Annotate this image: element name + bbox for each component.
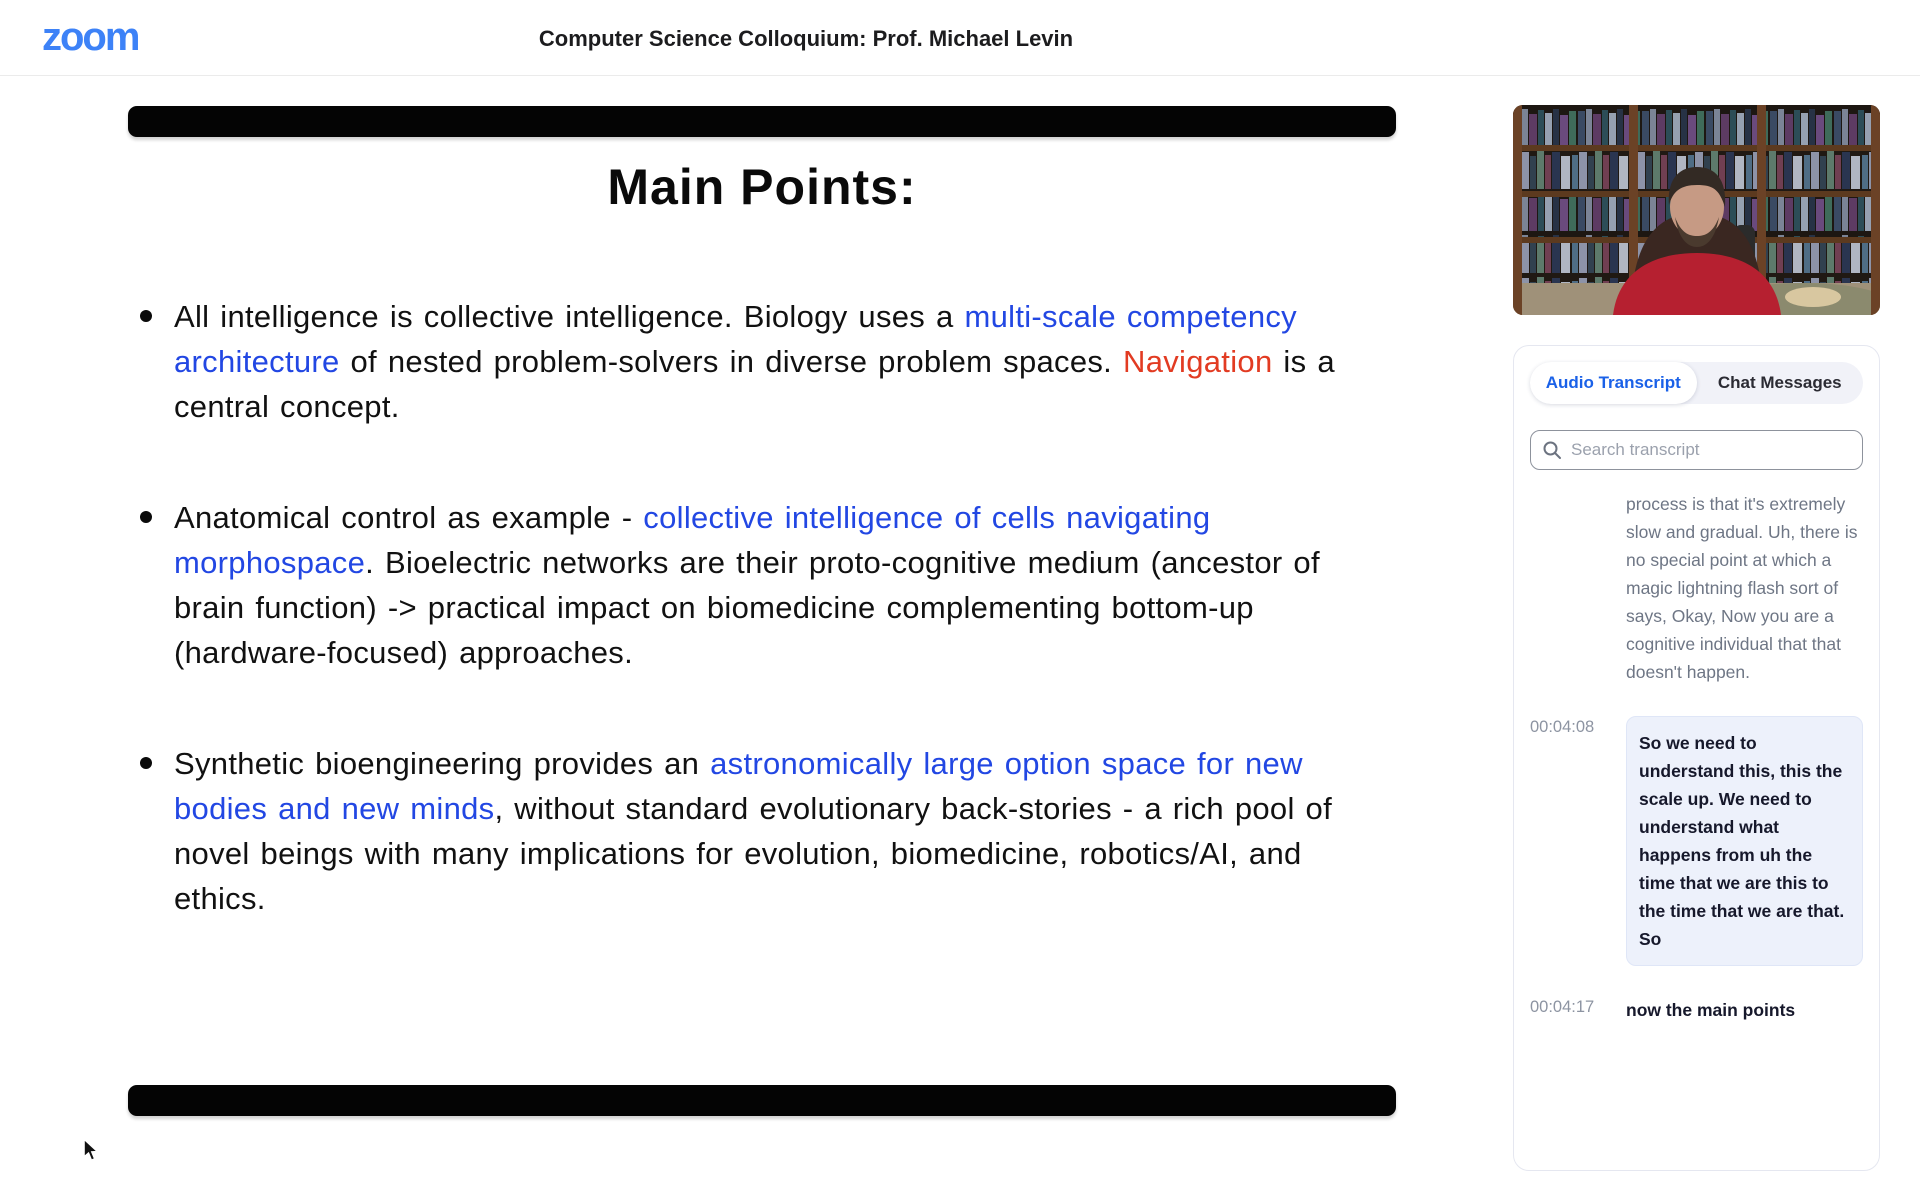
bullet-text: All intelligence is collective intelligence. Biology uses a multi-scale competency architecture of nested problem-solvers in diverse problem spaces. Navigation is a central concept. <box>174 299 1335 424</box>
slide-bullets <box>140 294 1384 987</box>
slide-bullet <box>140 294 1384 429</box>
bullet-dot-icon <box>140 511 152 523</box>
transcript-entry[interactable] <box>1530 490 1863 686</box>
slide-area <box>128 106 1396 1122</box>
transcript-entry[interactable] <box>1530 996 1863 1024</box>
tab-audio-transcript[interactable]: Audio Transcript <box>1530 362 1697 404</box>
bullet-dot-icon <box>140 310 152 322</box>
transcript-entry[interactable] <box>1530 716 1863 966</box>
meeting-title: Computer Science Colloquium: Prof. Michael Levin <box>538 26 1074 51</box>
slide-bullet <box>140 741 1384 921</box>
sidebar <box>1513 105 1880 1171</box>
bullet-text: Synthetic bioengineering provides an astronomically large option space for new bodies and new minds, without standard evolutionary back-stories - a rich pool of novel beings with many implications for evolution, biomedicine, robotics/AI, and ethics. <box>174 746 1333 916</box>
tab-chat-messages[interactable]: Chat Messages <box>1717 373 1842 392</box>
transcript-timestamp: 00:04:17 <box>1530 998 1595 1016</box>
slide-title: Main Points: <box>607 159 917 215</box>
zoom-logo: zoom <box>42 15 139 59</box>
bullet-dot-icon <box>140 757 152 769</box>
top-bar <box>0 0 1920 76</box>
transcript-timestamp: 00:04:08 <box>1530 718 1595 736</box>
search-icon <box>1542 440 1562 460</box>
transcript-panel <box>1513 345 1880 1171</box>
transcript-fade <box>1515 1105 1878 1169</box>
search-input[interactable] <box>1530 430 1863 470</box>
transcript-text: now the main points <box>1626 1000 1796 1020</box>
slide-bottom-border <box>128 1085 1396 1116</box>
bullet-text: Anatomical control as example - collective intelligence of cells navigating morphospace. Bioelectric networks are their proto-cognitive medium (ancestor of brain function) -> practical impact on biomedicine complementing bottom-up (hardware-focused) approaches. <box>174 500 1320 670</box>
slide-top-border <box>128 106 1396 137</box>
bookshelf-scene <box>1513 105 1880 315</box>
search-box <box>1530 430 1863 470</box>
transcript-text: So we need to understand this, this the scale up. We need to understand what happens from uh the time that we are this to the time that we are that. So <box>1626 716 1863 966</box>
speaker-video[interactable] <box>1513 105 1880 315</box>
transcript-tabs <box>1530 362 1863 404</box>
transcript-list <box>1530 490 1863 1024</box>
mouse-cursor-icon <box>80 1138 104 1169</box>
transcript-timestamp <box>1530 490 1626 686</box>
slide-bullet <box>140 495 1384 675</box>
transcript-text: process is that it's extremely slow and gradual. Uh, there is no special point at which a magic lightning flash sort of says, Okay, Now you are a cognitive individual that that doesn't happen. <box>1626 494 1858 682</box>
